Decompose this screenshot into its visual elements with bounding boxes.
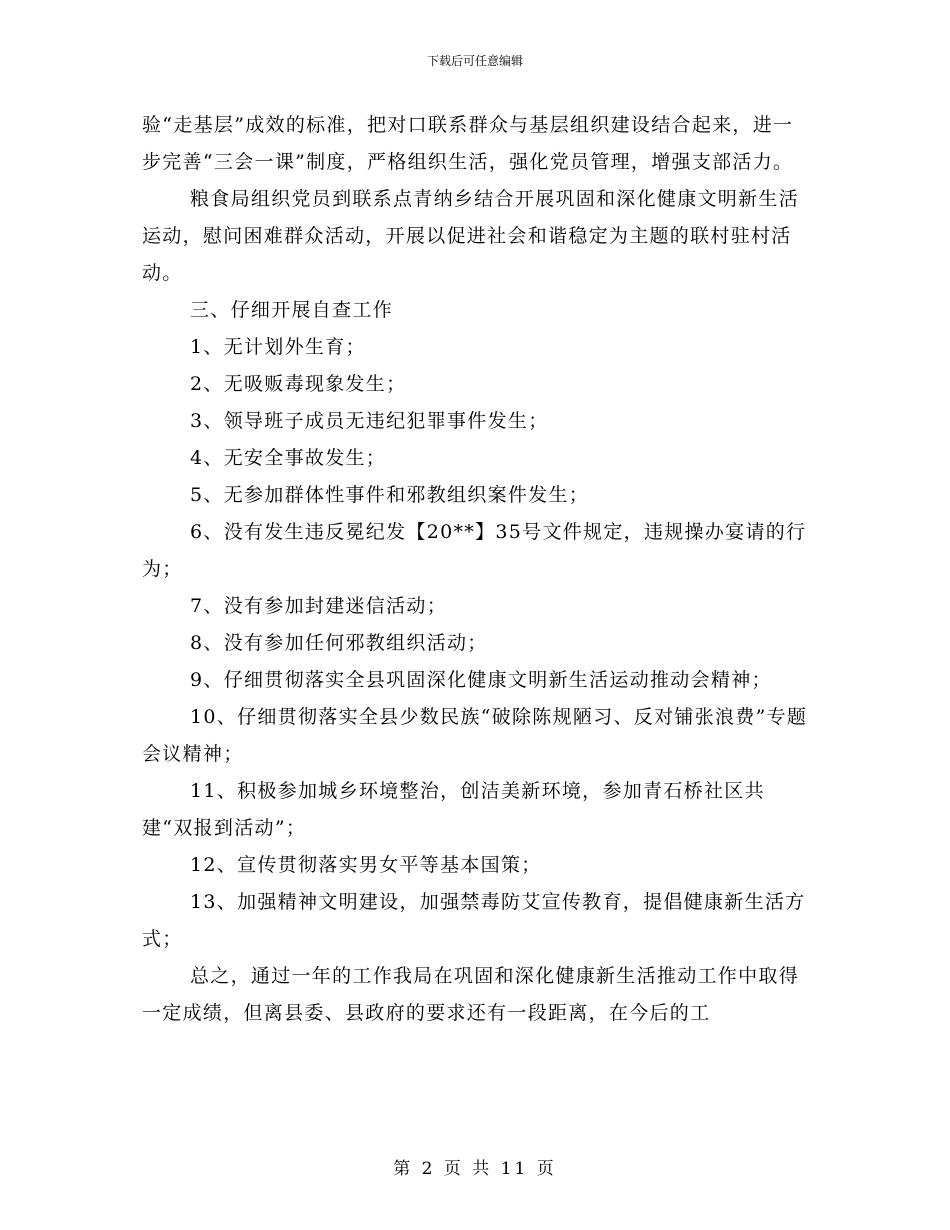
- paragraph: 粮食局组织党员到联系点青纳乡结合开展巩固和深化健康文明新生活运动，慰问困难群众活动，开展以促进社会和谐稳定为主题的联村驻村活动。: [142, 188, 800, 284]
- list-item: 2、无吸贩毒现象发生；: [190, 373, 407, 395]
- list-item: 4、无安全事故发生；: [190, 447, 387, 469]
- list-item: 7、没有参加封建迷信活动；: [190, 595, 447, 617]
- list-item: 10、仔细贯彻落实全县少数民族“破除陈规陋习、反对铺张浪费”专题会议精神；: [142, 706, 808, 765]
- list-item: 13、加强精神文明建设，加强禁毒防艾宣传教育，提倡健康新生活方式；: [142, 891, 806, 950]
- list-item: 9、仔细贯彻落实全县巩固深化健康文明新生活运动推动会精神；: [190, 669, 772, 691]
- list-item: 3、领导班子成员无违纪犯罪事件发生；: [190, 410, 549, 432]
- list-item: 5、无参加群体性事件和邪教组织案件发生；: [190, 484, 590, 506]
- section-heading: 三、仔细开展自查工作: [190, 299, 394, 321]
- list-item: 1、无计划外生育；: [190, 336, 366, 358]
- list-item: 6、没有发生违反冕纪发【20**】35号文件规定，违规操办宴请的行为；: [142, 521, 807, 580]
- paragraph: 验“走基层”成效的标准，把对口联系群众与基层组织建设结合起来，进一步完善“三会一课”制度，严格组织生活，强化党员管理，增强支部活力。: [142, 114, 794, 173]
- list-item: 11、积极参加城乡环境整治，创洁美新环境，参加青石桥社区共建“双报到活动”；: [142, 780, 765, 839]
- paragraph: 总之，通过一年的工作我局在巩固和深化健康新生活推动工作中取得一定成绩，但离县委、县政府的要求还有一段距离，在今后的工: [142, 965, 800, 1024]
- list-item: 8、没有参加任何邪教组织活动；: [190, 632, 488, 654]
- page-header: 下载后可任意编辑: [426, 54, 523, 68]
- list-item: 12、宣传贯彻落实男女平等基本国策；: [190, 854, 542, 876]
- document-body: [142, 107, 808, 1032]
- page-number: 第 2 页 共 11 页: [393, 1159, 557, 1179]
